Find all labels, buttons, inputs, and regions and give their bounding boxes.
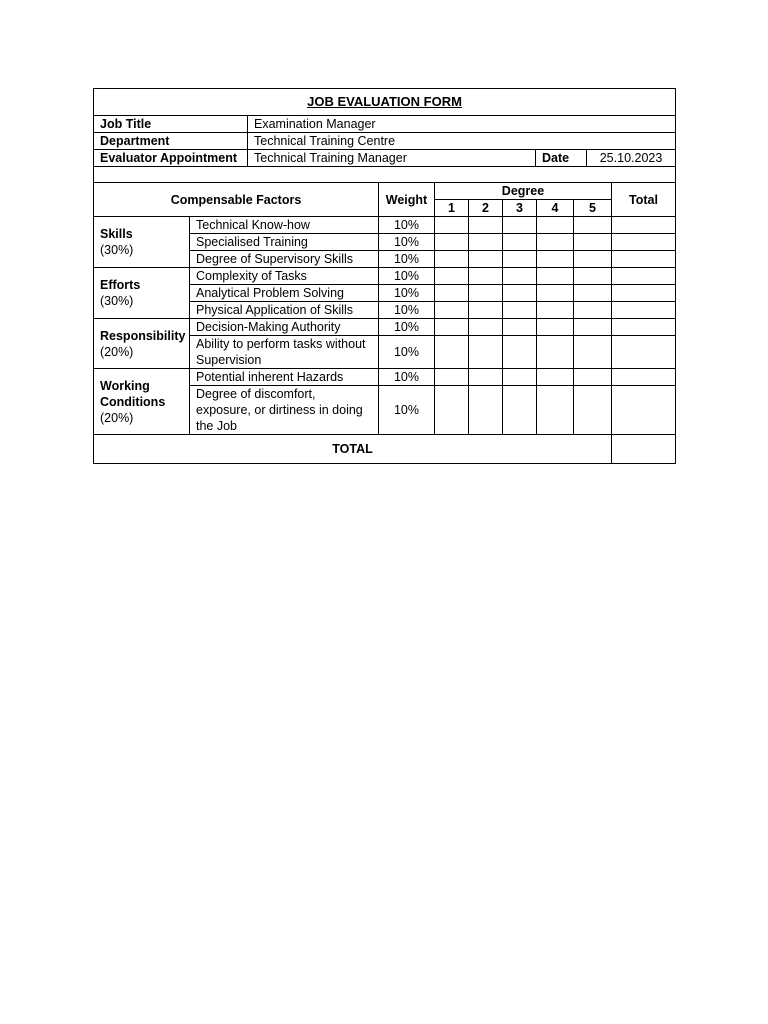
degree-cell-3[interactable] <box>503 386 537 435</box>
category-percent: (30%) <box>100 294 134 308</box>
weight-cell: 10% <box>379 302 435 319</box>
degree-cell-5[interactable] <box>574 268 612 285</box>
category-name: Skills <box>100 227 133 241</box>
degree-cell-3[interactable] <box>503 234 537 251</box>
degree-cell-1[interactable] <box>435 302 469 319</box>
weight-cell: 10% <box>379 319 435 336</box>
degree-header: Degree <box>435 183 612 200</box>
category-name: Efforts <box>100 278 141 292</box>
evaluator-value: Technical Training Manager <box>248 150 536 167</box>
job-title-label: Job Title <box>94 116 248 133</box>
degree-cell-3[interactable] <box>503 251 537 268</box>
department-value: Technical Training Centre <box>248 133 676 150</box>
degree-cell-4[interactable] <box>537 285 574 302</box>
degree-level-3: 3 <box>503 200 537 217</box>
degree-cell-3[interactable] <box>503 268 537 285</box>
weight-header: Weight <box>379 183 435 217</box>
degree-level-4: 4 <box>537 200 574 217</box>
form-title: JOB EVALUATION FORM <box>307 94 462 109</box>
degree-cell-3[interactable] <box>503 302 537 319</box>
degree-cell-2[interactable] <box>469 319 503 336</box>
date-value: 25.10.2023 <box>587 150 676 167</box>
factor-cell: Ability to perform tasks without Supervision <box>190 336 379 369</box>
total-cell[interactable] <box>612 319 676 336</box>
weight-cell: 10% <box>379 268 435 285</box>
degree-cell-5[interactable] <box>574 217 612 234</box>
degree-cell-1[interactable] <box>435 369 469 386</box>
degree-level-1: 1 <box>435 200 469 217</box>
degree-cell-5[interactable] <box>574 285 612 302</box>
degree-cell-2[interactable] <box>469 336 503 369</box>
degree-cell-1[interactable] <box>435 336 469 369</box>
factor-cell: Degree of discomfort, exposure, or dirtiness in doing the Job <box>190 386 379 435</box>
total-cell[interactable] <box>612 302 676 319</box>
degree-cell-4[interactable] <box>537 268 574 285</box>
degree-cell-3[interactable] <box>503 285 537 302</box>
weight-cell: 10% <box>379 336 435 369</box>
total-cell[interactable] <box>612 251 676 268</box>
degree-cell-4[interactable] <box>537 336 574 369</box>
degree-cell-5[interactable] <box>574 302 612 319</box>
factor-cell: Degree of Supervisory Skills <box>190 251 379 268</box>
degree-cell-5[interactable] <box>574 234 612 251</box>
category-name: Responsibility <box>100 328 186 343</box>
degree-cell-2[interactable] <box>469 268 503 285</box>
degree-cell-5[interactable] <box>574 319 612 336</box>
degree-cell-4[interactable] <box>537 302 574 319</box>
factors-header: Compensable Factors <box>94 183 379 217</box>
factor-cell: Analytical Problem Solving <box>190 285 379 302</box>
spacer-row <box>94 167 676 183</box>
degree-cell-4[interactable] <box>537 251 574 268</box>
degree-cell-4[interactable] <box>537 217 574 234</box>
grand-total-cell[interactable] <box>612 435 676 464</box>
form-title-cell <box>94 89 676 116</box>
factor-cell: Potential inherent Hazards <box>190 369 379 386</box>
date-label: Date <box>536 150 587 167</box>
degree-cell-1[interactable] <box>435 319 469 336</box>
degree-cell-1[interactable] <box>435 251 469 268</box>
factor-cell: Specialised Training <box>190 234 379 251</box>
category-efforts <box>94 268 190 319</box>
total-cell[interactable] <box>612 386 676 435</box>
category-skills <box>94 217 190 268</box>
degree-cell-2[interactable] <box>469 217 503 234</box>
degree-cell-3[interactable] <box>503 217 537 234</box>
degree-level-5: 5 <box>574 200 612 217</box>
total-cell[interactable] <box>612 285 676 302</box>
degree-cell-1[interactable] <box>435 285 469 302</box>
total-header: Total <box>612 183 676 217</box>
degree-cell-3[interactable] <box>503 336 537 369</box>
factor-cell: Decision-Making Authority <box>190 319 379 336</box>
weight-cell: 10% <box>379 285 435 302</box>
category-percent: (20%) <box>100 344 134 359</box>
degree-cell-5[interactable] <box>574 369 612 386</box>
degree-cell-2[interactable] <box>469 234 503 251</box>
degree-cell-2[interactable] <box>469 285 503 302</box>
degree-cell-1[interactable] <box>435 217 469 234</box>
category-percent: (30%) <box>100 243 134 257</box>
category-percent: (20%) <box>100 410 134 425</box>
factor-cell: Physical Application of Skills <box>190 302 379 319</box>
degree-cell-1[interactable] <box>435 234 469 251</box>
degree-cell-2[interactable] <box>469 386 503 435</box>
evaluation-table <box>93 182 676 464</box>
total-cell[interactable] <box>612 268 676 285</box>
degree-cell-1[interactable] <box>435 386 469 435</box>
evaluator-label: Evaluator Appointment <box>94 150 248 167</box>
factor-cell: Technical Know-how <box>190 217 379 234</box>
total-cell[interactable] <box>612 217 676 234</box>
weight-cell: 10% <box>379 386 435 435</box>
degree-level-2: 2 <box>469 200 503 217</box>
weight-cell: 10% <box>379 369 435 386</box>
total-cell[interactable] <box>612 369 676 386</box>
category-responsibility <box>94 319 190 369</box>
total-label: TOTAL <box>94 435 612 464</box>
weight-cell: 10% <box>379 251 435 268</box>
degree-cell-1[interactable] <box>435 268 469 285</box>
degree-cell-4[interactable] <box>537 369 574 386</box>
job-title-value: Examination Manager <box>248 116 676 133</box>
total-cell[interactable] <box>612 336 676 369</box>
degree-cell-2[interactable] <box>469 251 503 268</box>
degree-cell-3[interactable] <box>503 319 537 336</box>
category-working-conditions <box>94 369 190 435</box>
category-name: Working Conditions <box>100 378 166 409</box>
job-evaluation-form <box>93 88 675 464</box>
degree-cell-5[interactable] <box>574 336 612 369</box>
weight-cell: 10% <box>379 234 435 251</box>
degree-cell-4[interactable] <box>537 386 574 435</box>
factor-cell: Complexity of Tasks <box>190 268 379 285</box>
degree-cell-4[interactable] <box>537 234 574 251</box>
weight-cell: 10% <box>379 217 435 234</box>
degree-cell-3[interactable] <box>503 369 537 386</box>
degree-cell-5[interactable] <box>574 251 612 268</box>
degree-cell-2[interactable] <box>469 302 503 319</box>
form-header-table <box>93 88 676 183</box>
total-cell[interactable] <box>612 234 676 251</box>
degree-cell-4[interactable] <box>537 319 574 336</box>
department-label: Department <box>94 133 248 150</box>
degree-cell-5[interactable] <box>574 386 612 435</box>
degree-cell-2[interactable] <box>469 369 503 386</box>
